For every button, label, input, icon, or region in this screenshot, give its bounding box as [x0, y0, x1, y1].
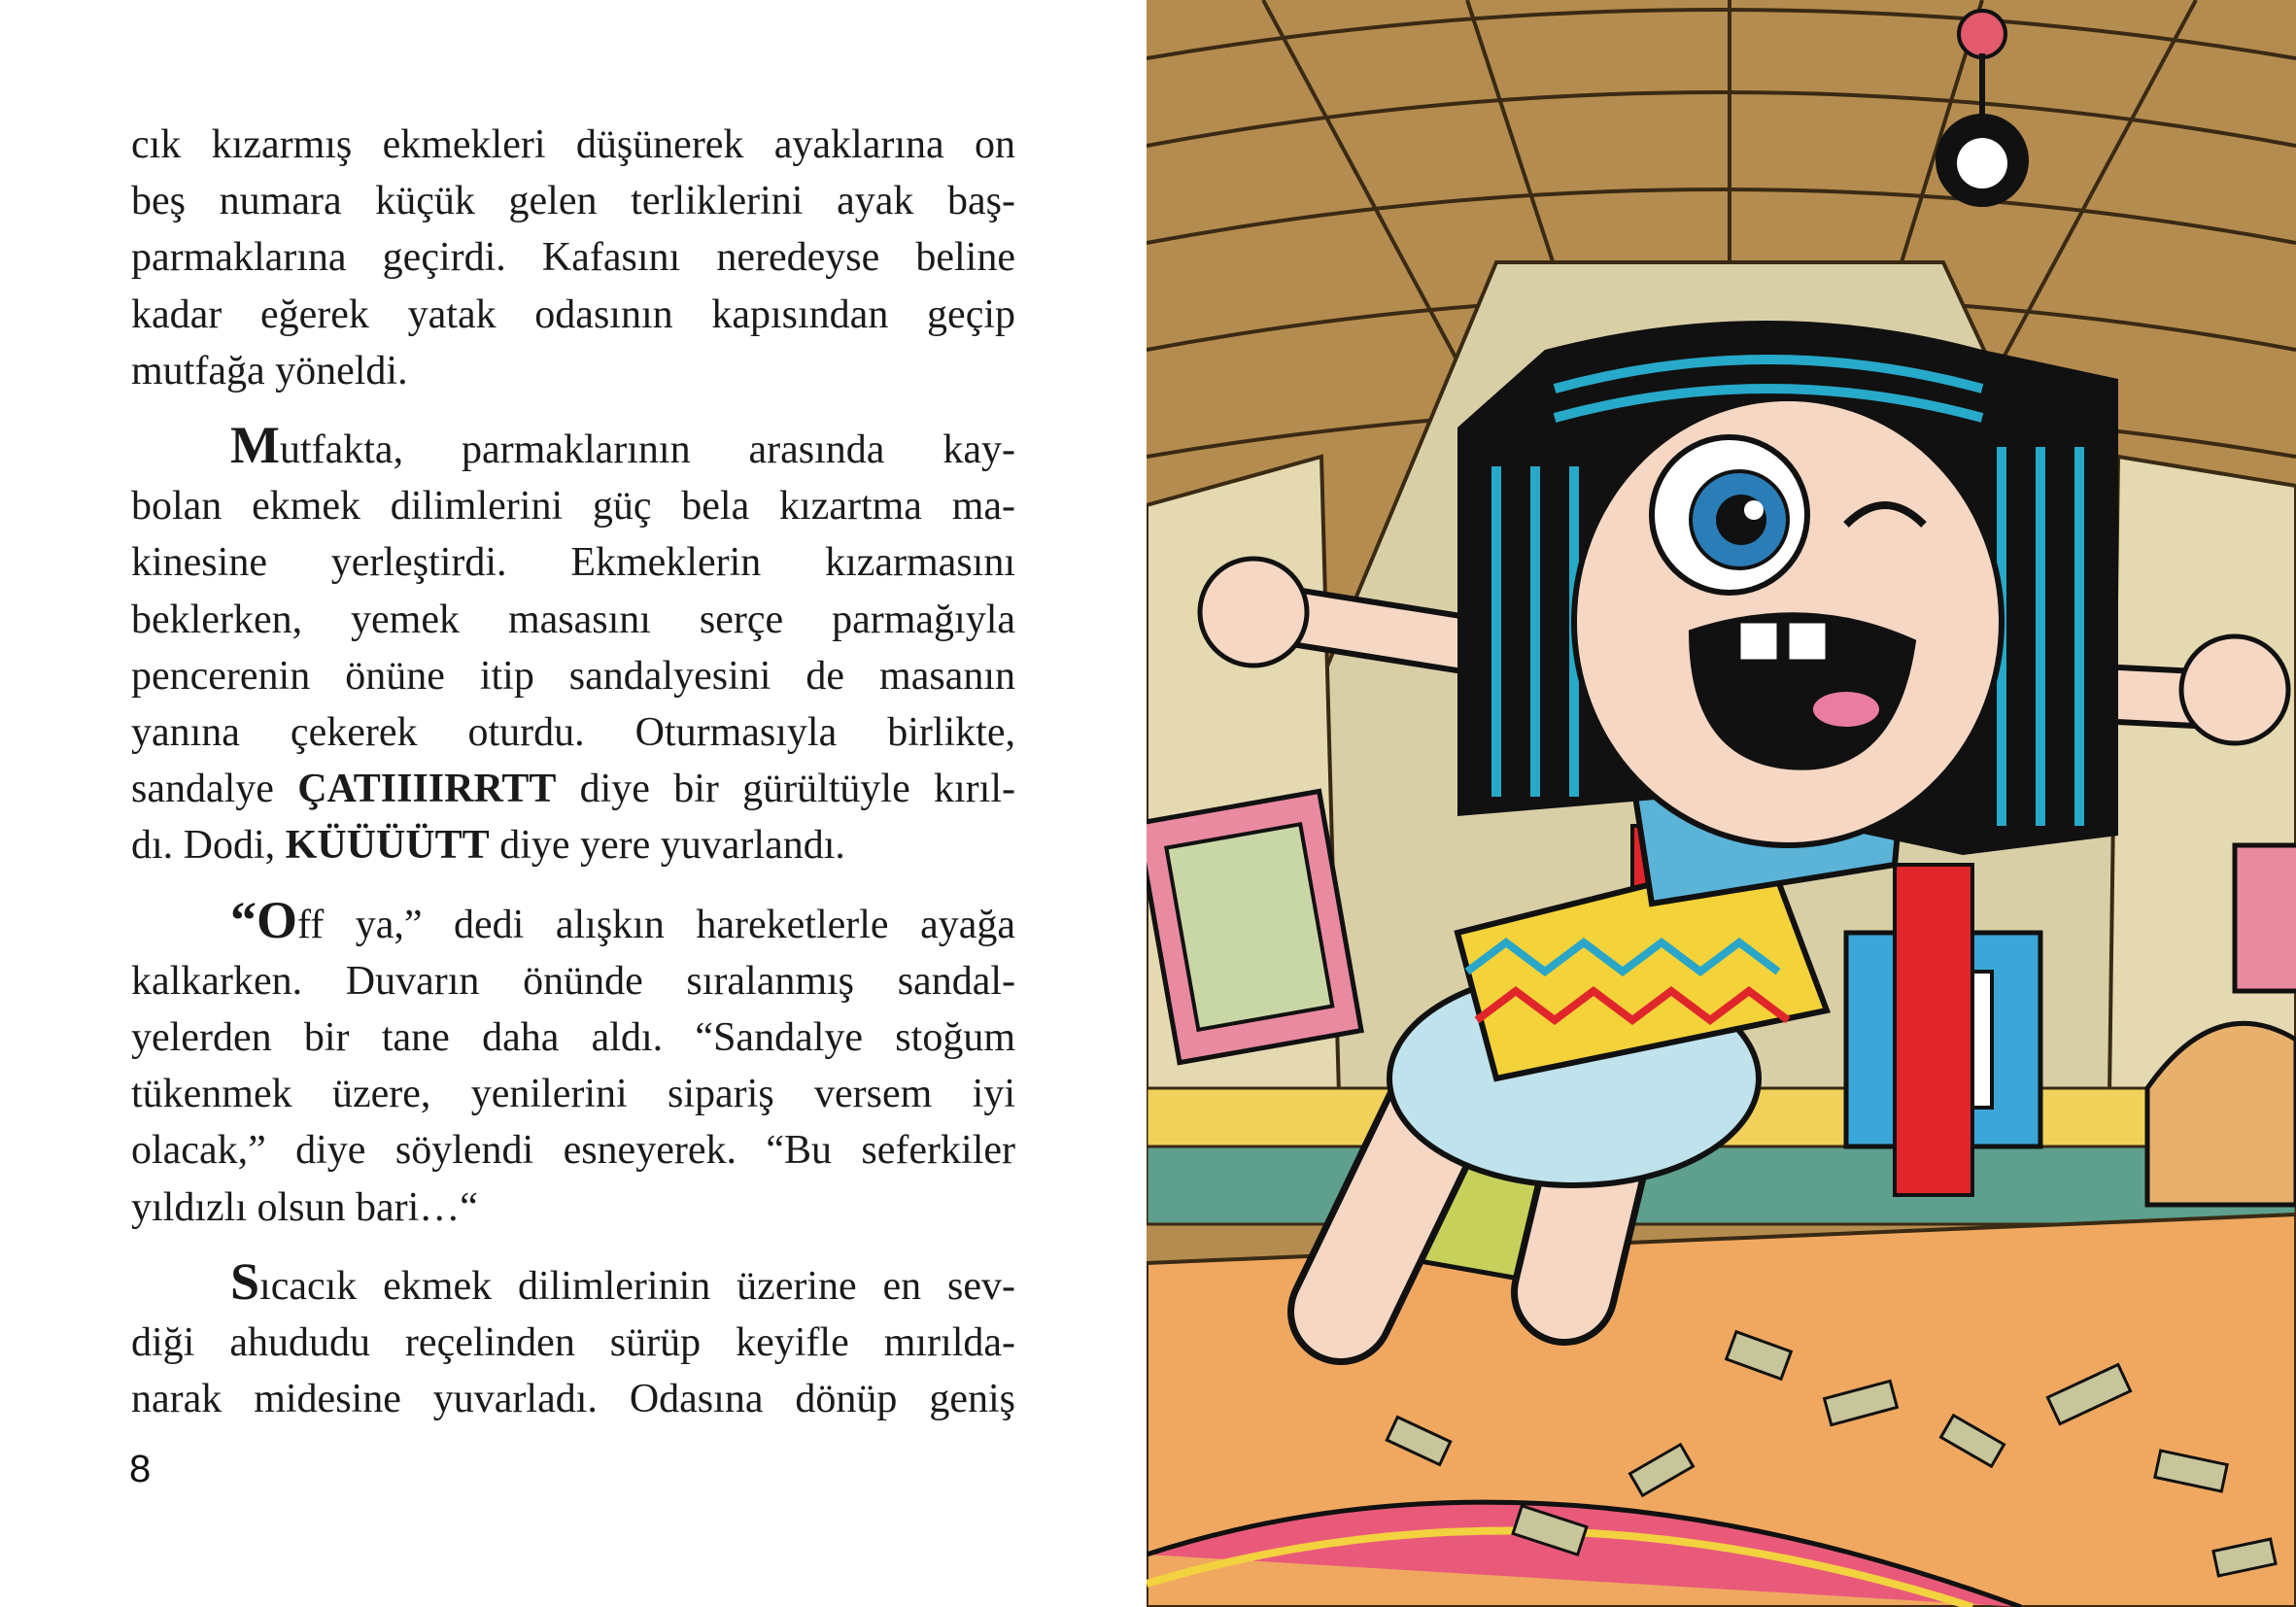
- drop-cap: M: [230, 416, 280, 475]
- text-line: bolan ekmek dilimlerini güç bela kızartma ma-: [131, 484, 1015, 530]
- text-run: dı. Dodi,: [131, 823, 286, 869]
- text-line: tükenmek üzere, yenilerini sipariş versem iyi: [131, 1072, 1015, 1117]
- text-line: cık kızarmış ekmekleri düşünerek ayaklarına on: [131, 122, 1015, 167]
- text-line: [131, 761, 1015, 817]
- drop-cap: “O: [230, 890, 298, 949]
- text-line: [131, 892, 1015, 953]
- text-line: narak midesine yuvarladı. Odasına dönüp geniş: [131, 1377, 1015, 1422]
- text-line: diği ahududu reçelinden sürüp keyifle mırılda-: [131, 1320, 1015, 1366]
- text-run: diye yere yuvarlandı.: [489, 823, 845, 869]
- text-line: [131, 817, 1015, 873]
- text-line: parmaklarına geçirdi. Kafasını neredeyse beline: [131, 235, 1015, 281]
- paragraph-2: [131, 417, 1015, 874]
- text-line: [131, 1253, 1015, 1315]
- page-number: 8: [129, 1448, 152, 1490]
- left-page: [0, 0, 1147, 1607]
- text-line: kinesine yerleştirdi. Ekmeklerin kızarmasını: [131, 540, 1015, 586]
- illustration: [1147, 0, 2296, 1607]
- text-run: ff ya,” dedi alışkın hareketlerle ayağa: [297, 902, 1015, 947]
- text-run: sandalye: [131, 767, 298, 812]
- body-text: [131, 117, 1015, 1445]
- paragraph-3: [131, 892, 1015, 1236]
- text-line: yelerden bir tane daha aldı. “Sandalye stoğum: [131, 1015, 1015, 1061]
- text-line: kalkarken. Duvarın önünde sıralanmış sandal-: [131, 958, 1015, 1004]
- text-line: beş numara küçük gelen terliklerini ayak baş-: [131, 179, 1015, 224]
- text-run: utfakta, parmaklarının arasında kay-: [279, 427, 1015, 473]
- text-line: yıldızlı olsun bari…“: [131, 1184, 478, 1230]
- text-line: kadar eğerek yatak odasının kapısından geçip: [131, 291, 1015, 337]
- text-line: olacak,” diye söylendi esneyerek. “Bu seferkiler: [131, 1128, 1015, 1174]
- sound-effect: ÇATIIIIRRTT: [297, 767, 557, 812]
- paragraph-1: [131, 117, 1015, 399]
- text-line: mutfağa yöneldi.: [131, 348, 408, 393]
- text-run: diye bir gürültüyle kırıl-: [556, 767, 1015, 812]
- sound-effect: KÜÜÜÜTT: [285, 823, 490, 869]
- cartoon-illustration: [1147, 0, 2296, 1607]
- text-line: beklerken, yemek masasını serçe parmağıyla: [131, 597, 1015, 642]
- paragraph-4: [131, 1253, 1015, 1428]
- text-line: pencerenin önüne itip sandalyesini de masanın: [131, 653, 1015, 699]
- text-run: ıcacık ekmek dilimlerinin üzerine en sev-: [259, 1263, 1015, 1309]
- text-line: [131, 417, 1015, 478]
- text-line: yanına çekerek oturdu. Oturmasıyla birlikte,: [131, 710, 1015, 756]
- drop-cap: S: [230, 1251, 260, 1311]
